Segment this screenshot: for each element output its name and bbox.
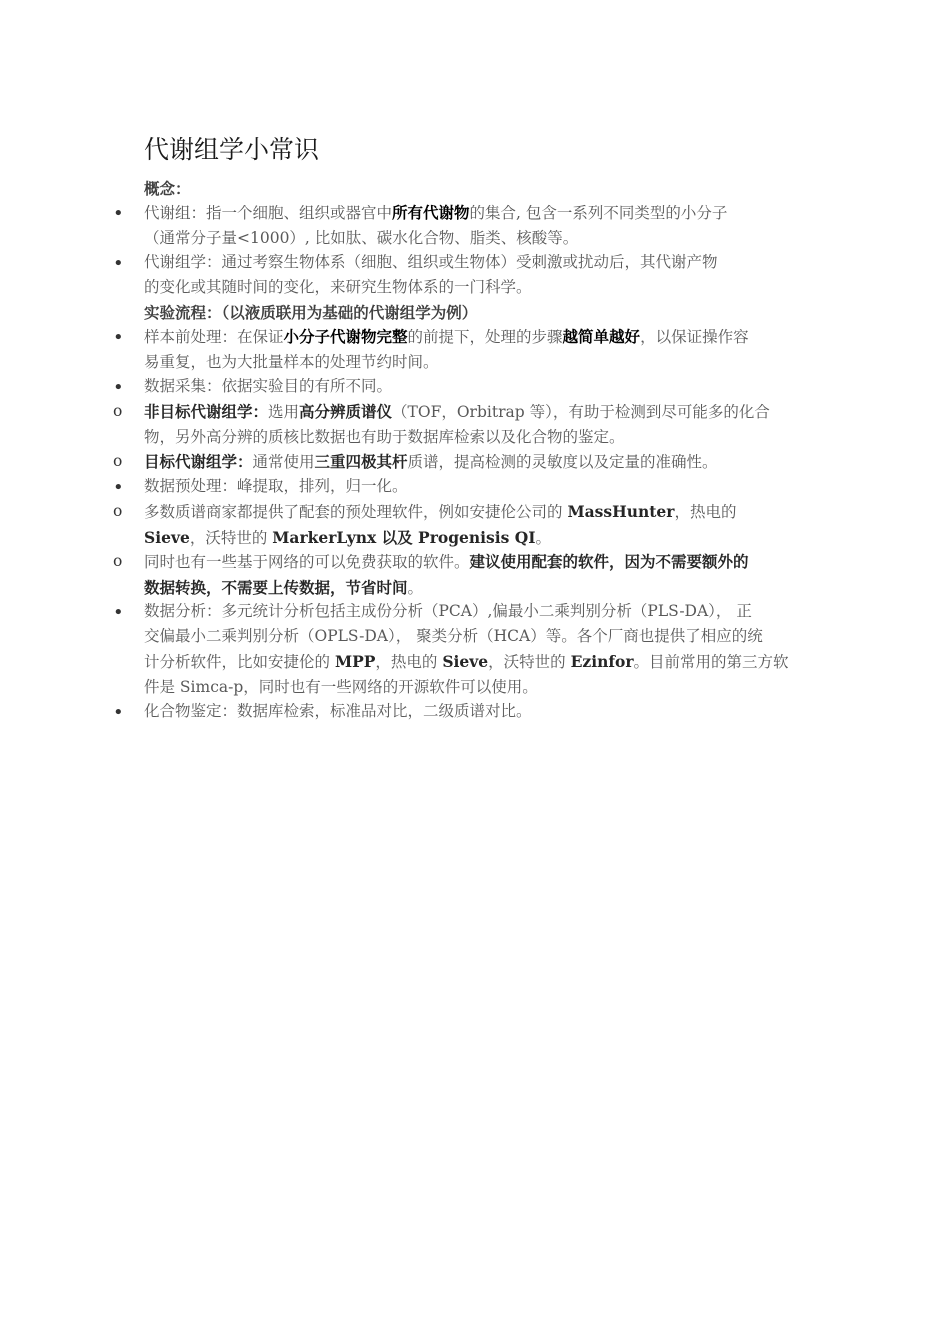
sub-bullet-marker: o bbox=[113, 552, 123, 570]
concept-heading: 概念： bbox=[144, 179, 191, 198]
metabolome-definition bbox=[144, 200, 809, 251]
text-line: 的变化或其随时间的变化，来研究生物体系的一门科学。 bbox=[144, 278, 532, 296]
text-line: 样本前处理：在保证小分子代谢物完整的前提下，处理的步骤越简单越好，以保证操作容 bbox=[144, 327, 749, 346]
sub-bullet-marker: o bbox=[113, 502, 123, 520]
metabolomics-definition bbox=[144, 250, 809, 300]
text-line: 非目标代谢组学：选用高分辨质谱仪（TOF，Orbitrap 等），有助于检测到尽可能多的化合 bbox=[144, 402, 770, 421]
bullet-marker: • bbox=[113, 702, 124, 723]
text-line: 件是 Simca-p，同时也有一些网络的开源软件可以使用。 bbox=[144, 678, 538, 696]
text-line: Sieve，沃特世的 MarkerLynx 以及 Progenisis QI。 bbox=[144, 528, 552, 547]
text-line: 代谢组：指一个细胞、组织或器官中所有代谢物的集合, 包含一系列不同类型的小分子 bbox=[144, 203, 728, 222]
data-analysis-item bbox=[144, 599, 809, 700]
text-line: 数据转换，不需要上传数据，节省时间。 bbox=[144, 578, 424, 597]
text-line: 数据分析：多元统计分析包括主成份分析（PCA）,偏最小二乘判别分析（PLS-DA）， 正 bbox=[144, 602, 752, 620]
vendor-software-item bbox=[144, 499, 809, 551]
text-line: （通常分子量<1000）, 比如肽、碳水化合物、脂类、核酸等。 bbox=[144, 229, 579, 247]
data-collection-item: 数据采集：依据实验目的有所不同。 bbox=[144, 377, 393, 395]
bullet-marker: • bbox=[113, 377, 124, 398]
bullet-marker: • bbox=[113, 253, 124, 274]
page-title: 代谢组学小常识 bbox=[144, 135, 320, 164]
workflow-heading: 实验流程：（以液质联用为基础的代谢组学为例） bbox=[144, 303, 478, 322]
text-line: 代谢组学：通过考察生物体系（细胞、组织或生物体）受刺激或扰动后，其代谢产物 bbox=[144, 253, 718, 271]
data-preprocessing-item: 数据预处理：峰提取，排列，归一化。 bbox=[144, 477, 408, 495]
text-line: 多数质谱商家都提供了配套的预处理软件，例如安捷伦公司的 MassHunter，热电的 bbox=[144, 502, 737, 521]
sub-bullet-marker: o bbox=[113, 402, 123, 420]
bullet-marker: • bbox=[113, 203, 124, 224]
bullet-marker: • bbox=[113, 602, 124, 623]
sub-bullet-marker: o bbox=[113, 452, 123, 470]
text-line: 计分析软件，比如安捷伦的 MPP，热电的 Sieve，沃特世的 Ezinfor。目前常用的第三方软 bbox=[144, 652, 789, 671]
text-line: 物，另外高分辨的质核比数据也有助于数据库检索以及化合物的鉴定。 bbox=[144, 428, 625, 446]
sample-pretreatment-item bbox=[144, 324, 809, 375]
untargeted-metabolomics-item bbox=[144, 399, 809, 450]
compound-identification-item: 化合物鉴定：数据库检索，标准品对比，二级质谱对比。 bbox=[144, 702, 532, 720]
bullet-marker: • bbox=[113, 327, 124, 348]
bullet-marker: • bbox=[113, 477, 124, 498]
text-line: 交偏最小二乘判别分析（OPLS-DA）， 聚类分析（HCA）等。各个厂商也提供了相应的统 bbox=[144, 627, 763, 645]
online-software-item bbox=[144, 549, 809, 601]
text-line: 易重复，也为大批量样本的处理节约时间。 bbox=[144, 353, 439, 371]
targeted-metabolomics-item: 目标代谢组学：通常使用三重四极其杆质谱，提高检测的灵敏度以及定量的准确性。 bbox=[144, 452, 718, 471]
text-line: 同时也有一些基于网络的可以免费获取的软件。建议使用配套的软件，因为不需要额外的 bbox=[144, 552, 749, 571]
